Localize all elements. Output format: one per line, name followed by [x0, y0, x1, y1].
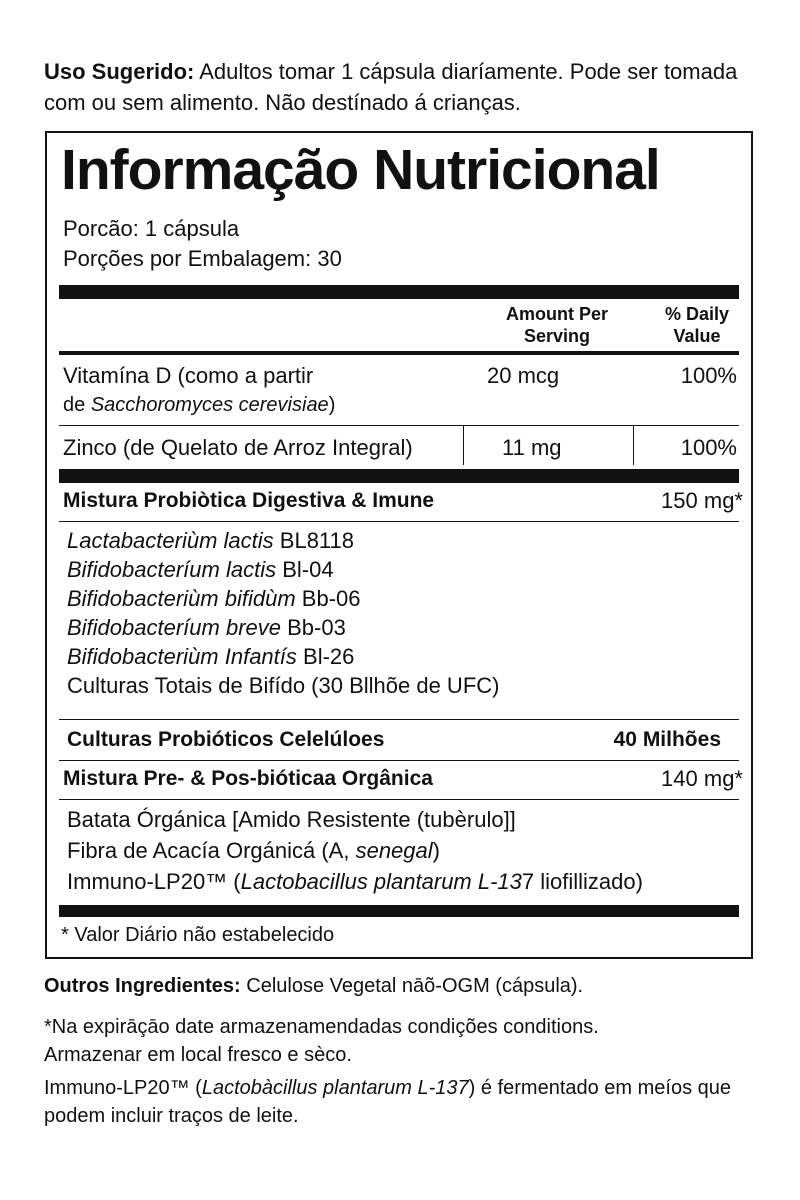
- other-ingredients-label: Outros Ingredientes:: [44, 975, 241, 997]
- row-divider: [59, 521, 739, 522]
- blend-amount: 140 mg*: [661, 766, 743, 791]
- storage-line: Armazenar em local fresco e sèco.: [44, 1044, 352, 1066]
- header-divider: [59, 351, 739, 355]
- allergen-note: Immuno-LP20™ (Lactobàcillus plantarum L-137) é fermentado em meíos que podem incluir traços de leite.: [44, 1077, 732, 1127]
- strain-list: [67, 526, 499, 700]
- cultures-amount: 40 Milhões: [613, 728, 721, 751]
- list-item: Bifidobacteriùm Infantís Bl-26: [67, 644, 355, 669]
- column-divider: [463, 425, 464, 465]
- list-item: Immuno-LP20™ (Lactobacillus plantarum L-137 liofillizado): [67, 869, 643, 894]
- blend-amount: 150 mg*: [661, 488, 743, 513]
- storage-line: *Na expirāçāo date armazenamendadas condições conditions.: [44, 1016, 599, 1038]
- row-divider: [59, 760, 739, 761]
- list-item: Fibra de Acacía Orgánicá (A, senegal): [67, 838, 440, 863]
- header-daily-value: % Daily Value: [664, 304, 730, 346]
- footnote: * Valor Diário não estabelecido: [61, 924, 335, 946]
- row-divider: [59, 719, 739, 720]
- other-ingredients: [44, 972, 764, 1000]
- header-amount: Amount Per Serving: [505, 304, 608, 346]
- list-item: Batata Órgánica [Amido Resistente (tubèrulo]]: [67, 807, 516, 832]
- list-item: Bifidobacteríum lactis Bl-04: [67, 557, 334, 582]
- blend-name: Mistura Probiòtica Digestiva & Imune: [63, 489, 435, 512]
- nutrient-dv: 100%: [680, 435, 737, 460]
- row-divider: [59, 799, 739, 800]
- storage-note: [44, 1013, 764, 1069]
- usage-note: [44, 56, 764, 118]
- thick-divider-bottom: [59, 905, 739, 917]
- list-item: Bifidobacteríum breve Bb-03: [67, 615, 346, 640]
- serving-size: Porcão: 1 cápsula: [63, 216, 240, 241]
- nutrient-source: de Sacchoromyces cerevisiae): [63, 394, 336, 416]
- thick-divider-top: [59, 285, 739, 299]
- other-ingredients-text: Celulose Vegetal nāõ-OGM (cápsula).: [240, 975, 584, 997]
- usage-text: Adultos tomar 1 cápsula diaríamente. Pode ser tomada com ou sem alimento. Não destínado á crianças.: [44, 59, 738, 115]
- row-divider: [59, 425, 739, 426]
- list-item: Bifidobacteriùm bifidùm Bb-06: [67, 586, 361, 611]
- panel-title: Informação Nutricional: [61, 138, 660, 202]
- nutrition-panel: [45, 131, 753, 959]
- blend-name: Mistura Pre- & Pos-bióticaa Orgânica: [63, 767, 433, 790]
- nutrient-amount: 11 mg: [502, 435, 562, 460]
- nutrient-name: Zinco (de Quelato de Arroz Integral): [63, 435, 413, 460]
- list-item: Lactabacteriùm lactis BL8118: [67, 528, 354, 553]
- list-item: Culturas Totais de Bifído (30 Bllhõe de UFC): [67, 673, 500, 698]
- cultures-name: Culturas Probióticos Celelúloes: [67, 728, 385, 751]
- nutrient-name: Vitamína D (como a partir: [63, 363, 314, 388]
- servings-per-container: Porções por Embalagem: 30: [63, 246, 342, 271]
- nutrient-dv: 100%: [680, 363, 737, 388]
- thick-divider-mid: [59, 469, 739, 483]
- usage-label: Uso Sugerido:: [44, 59, 195, 84]
- nutrient-amount: 20 mcg: [487, 363, 560, 388]
- column-divider: [633, 425, 634, 465]
